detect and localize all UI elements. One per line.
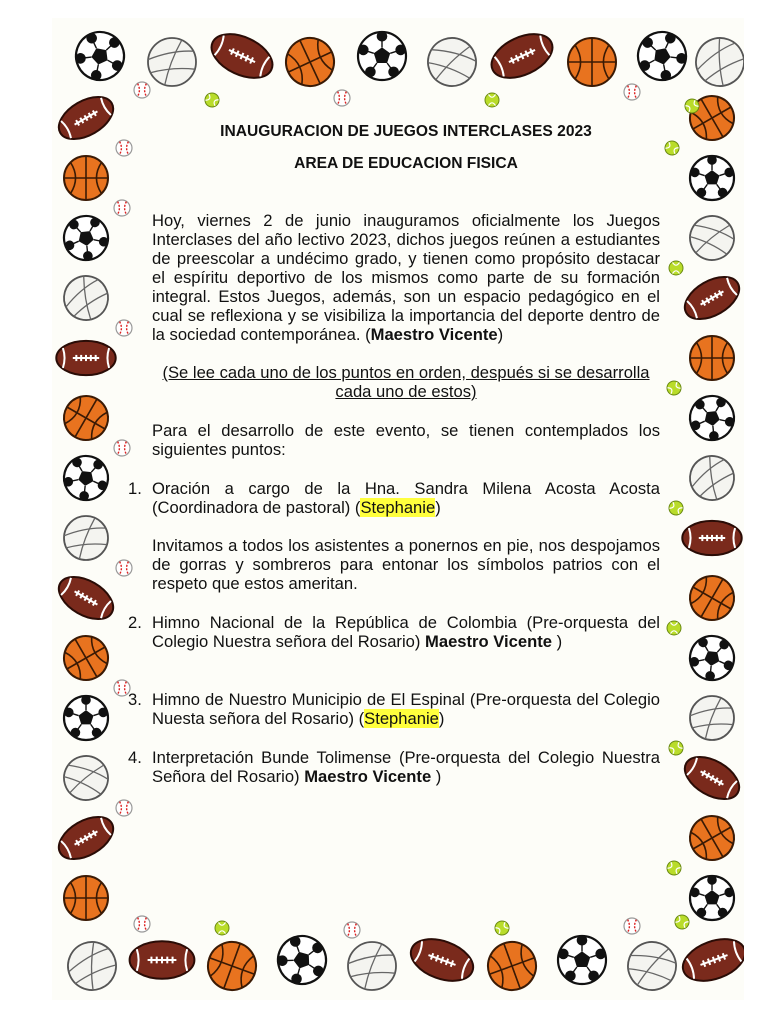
item-text: Oración a cargo de la Hna. Sandra Milena Acosta Acosta (Coordinadora de pastoral) ( bbox=[152, 479, 660, 517]
soccer-ball-icon bbox=[358, 31, 406, 80]
basketball-icon bbox=[64, 876, 108, 920]
soccer-ball-icon bbox=[271, 928, 333, 990]
soccer-ball-icon bbox=[558, 935, 606, 984]
volleyball-icon bbox=[621, 935, 683, 997]
football-icon bbox=[678, 748, 744, 807]
tennis-ball-icon bbox=[492, 918, 511, 937]
invitation-text: Invitamos a todos los asistentes a ponernos en pie, nos despojamos de gorras y sombreros para entonar los símbolos patrios con el respeto que estos ameritan. bbox=[152, 536, 660, 593]
soccer-ball-icon bbox=[690, 875, 734, 920]
intro-speaker: Maestro Vicente bbox=[370, 325, 498, 344]
baseball-icon bbox=[624, 918, 640, 934]
baseball-icon bbox=[116, 140, 132, 156]
football-icon bbox=[485, 25, 560, 86]
speaker-name: Maestro Vicente bbox=[304, 767, 432, 786]
baseball-icon bbox=[134, 82, 150, 98]
volleyball-icon bbox=[148, 38, 196, 86]
baseball-icon bbox=[116, 800, 132, 816]
document-page bbox=[52, 18, 744, 1000]
volleyball-icon bbox=[348, 942, 396, 990]
volleyball-icon bbox=[688, 30, 744, 94]
tennis-ball-icon bbox=[672, 912, 691, 931]
intro-text: Hoy, viernes 2 de junio inauguramos oficialmente los Juegos Interclases del año lectivo 2023, dichos juegos reúnen a estudiantes de preescolar a undécimo grado, y tienen como propósito destacar el espíritu deportivo de los mismos como parte de su formación integral. Estos Juegos, además, son un espacio pedagógico en el cual se reflexiona y se visibiliza la importancia del deporte dentro de la sociedad contemporánea. bbox=[152, 211, 660, 344]
baseball-icon bbox=[344, 922, 360, 938]
tennis-ball-icon bbox=[664, 378, 683, 397]
item-close: ) bbox=[435, 498, 441, 517]
tennis-ball-icon bbox=[215, 921, 229, 935]
football-icon bbox=[52, 568, 120, 627]
volleyball-icon bbox=[682, 208, 742, 268]
baseball-icon bbox=[114, 200, 130, 216]
baseball-icon bbox=[134, 916, 150, 932]
basketball-icon bbox=[278, 30, 342, 94]
tennis-ball-icon bbox=[662, 138, 681, 157]
football-icon bbox=[678, 268, 744, 327]
document-title: INAUGURACION DE JUEGOS INTERCLASES 2023 bbox=[220, 123, 592, 140]
baseball-icon bbox=[116, 320, 132, 336]
speaker-name: Maestro Vicente bbox=[425, 632, 552, 651]
intro-paragraph bbox=[152, 211, 660, 344]
soccer-ball-icon bbox=[56, 207, 117, 268]
baseball-icon bbox=[624, 84, 640, 100]
volleyball-icon bbox=[420, 30, 484, 94]
soccer-ball-icon bbox=[68, 23, 132, 88]
football-icon bbox=[205, 25, 280, 86]
intro-open: ( bbox=[360, 325, 371, 344]
soccer-ball-icon bbox=[64, 695, 108, 740]
speaker-highlight: Stephanie bbox=[364, 709, 439, 728]
document-body bbox=[128, 122, 660, 786]
item-close: ) bbox=[551, 632, 563, 651]
invitation-paragraph bbox=[152, 536, 660, 593]
document-subtitle: AREA DE EDUCACION FISICA bbox=[294, 155, 518, 172]
football-icon bbox=[405, 931, 479, 988]
baseball-icon bbox=[114, 440, 130, 456]
football-icon bbox=[52, 88, 120, 147]
basketball-icon bbox=[682, 88, 742, 148]
tennis-ball-icon bbox=[664, 858, 683, 877]
volleyball-icon bbox=[61, 935, 123, 997]
intro-close: ) bbox=[497, 325, 504, 344]
volleyball-icon bbox=[682, 448, 742, 508]
football-icon bbox=[56, 341, 115, 375]
item-text: Himno Nacional de la República de Colombia (Pre-orquesta del Colegio Nuestra señora del Rosario) bbox=[152, 613, 660, 651]
basketball-icon bbox=[690, 336, 734, 380]
basketball-icon bbox=[682, 568, 742, 628]
program-item-3 bbox=[128, 690, 660, 728]
baseball-icon bbox=[334, 90, 350, 106]
item-number: 3. bbox=[128, 690, 142, 709]
item-text: Himno de Nuestro Municipio de El Espinal (Pre-orquesta del Colegio Nuesta señora del Rosario) ( bbox=[152, 690, 660, 728]
basketball-icon bbox=[64, 156, 108, 200]
tennis-ball-icon bbox=[202, 90, 221, 109]
tennis-ball-icon bbox=[666, 498, 685, 517]
item-text: Interpretación Bunde Tolimense (Pre-orquesta del Colegio Nuestra Señora del Rosario) bbox=[152, 748, 660, 786]
basketball-icon bbox=[682, 808, 742, 868]
volleyball-icon bbox=[64, 516, 108, 560]
item-number: 1. bbox=[128, 479, 142, 498]
speaker-highlight: Stephanie bbox=[360, 498, 436, 517]
reading-instruction: (Se lee cada uno de los puntos en orden, después si se desarrolla cada uno de estos) bbox=[162, 363, 650, 401]
volleyball-icon bbox=[56, 268, 116, 328]
football-icon bbox=[682, 521, 741, 555]
basketball-icon bbox=[568, 38, 616, 86]
tennis-ball-icon bbox=[667, 621, 681, 635]
soccer-ball-icon bbox=[690, 155, 734, 200]
soccer-ball-icon bbox=[682, 387, 743, 448]
program-item-4 bbox=[128, 748, 660, 786]
tennis-ball-icon bbox=[485, 93, 499, 107]
football-icon bbox=[130, 941, 195, 978]
football-icon bbox=[52, 808, 120, 867]
tennis-ball-icon bbox=[669, 261, 683, 275]
item-number: 4. bbox=[128, 748, 142, 767]
basketball-icon bbox=[56, 388, 116, 448]
item-close: ) bbox=[431, 767, 442, 786]
basketball-icon bbox=[481, 935, 543, 997]
program-item-1 bbox=[128, 479, 660, 517]
item-number: 2. bbox=[128, 613, 142, 632]
soccer-ball-icon bbox=[682, 627, 743, 688]
basketball-icon bbox=[56, 628, 116, 688]
tennis-ball-icon bbox=[666, 738, 685, 757]
soccer-ball-icon bbox=[56, 447, 117, 508]
volleyball-icon bbox=[56, 748, 116, 808]
points-intro: Para el desarrollo de este evento, se tienen contemplados los siguientes puntos: bbox=[152, 421, 660, 459]
basketball-icon bbox=[201, 935, 263, 997]
program-item-2 bbox=[128, 613, 660, 651]
item-close: ) bbox=[438, 709, 445, 728]
soccer-ball-icon bbox=[630, 23, 694, 88]
program-list bbox=[128, 479, 660, 786]
volleyball-icon bbox=[690, 696, 734, 740]
football-icon bbox=[677, 931, 744, 988]
baseball-icon bbox=[116, 560, 132, 576]
